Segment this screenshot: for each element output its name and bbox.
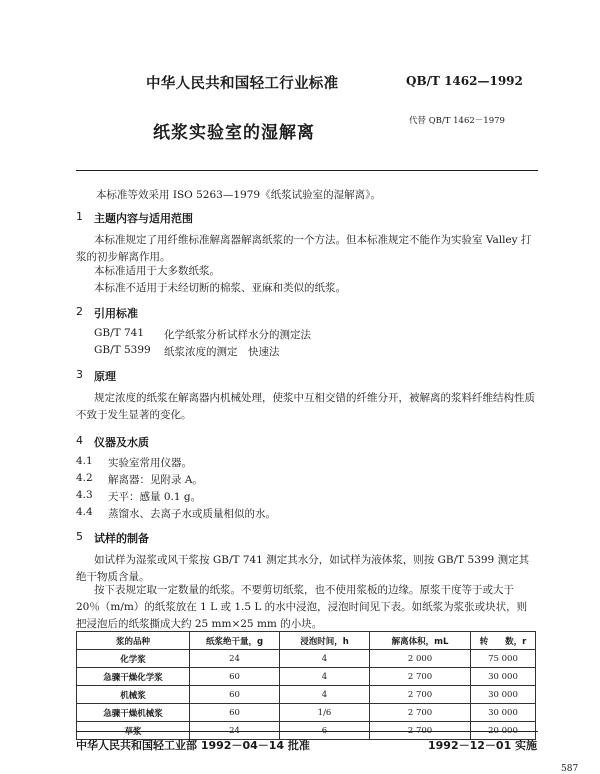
- implementation-date: 1992－12－01 实施: [428, 739, 538, 752]
- cell-pulp-type: 急骤干燥化学浆: [77, 668, 190, 686]
- cell-pulp-type: 化学浆: [77, 650, 190, 668]
- col-header-soak-time: 浸泡时间，h: [280, 632, 370, 650]
- cell-soak-time: 1/6: [280, 704, 370, 722]
- approval-line: 中华人民共和国轻工业部 1992－04－14 批准: [76, 739, 310, 752]
- section-3-para-1: 规定浓度的纸浆在解离器内机械处理，使浆中互相交错的纤维分开，被解离的浆料纤维结构性质不致于发生显著的变化。: [76, 392, 535, 421]
- item-4-4-number: 4.4: [76, 506, 93, 518]
- section-4-title: 仪器及水质: [94, 436, 149, 449]
- section-1-para-3: 本标准不适用于未经切断的棉浆、亚麻和类似的纸浆。: [94, 282, 346, 294]
- item-4-2-text: 解离器：见附录 A。: [108, 474, 203, 486]
- cell-volume: 2 700: [370, 704, 471, 722]
- item-4-1-text: 实验室常用仪器。: [108, 457, 192, 469]
- reference-1-text: 化学纸浆分析试样水分的测定法: [164, 329, 311, 341]
- col-header-pulp-type: 浆的品种: [77, 632, 190, 650]
- cell-dry-mass: 60: [190, 704, 280, 722]
- table-row: [77, 686, 536, 704]
- section-5-para-2: 按下表规定取一定数量的纸浆。不要剪切纸浆，也不使用浆板的边缘。原浆干度等于或大于 20％（m/m）的纸浆放在 1 L 或 1.5 L 的水中浸泡，浸泡时间见下表。如纸浆为浆张或块状，则把浸泡后的纸浆撕成大约 25 mm×25 mm 的小块。: [76, 584, 528, 630]
- cell-revolutions: 30 000: [471, 686, 536, 704]
- cell-soak-time: 4: [280, 650, 370, 668]
- section-1-title: 主题内容与适用范围: [94, 212, 193, 225]
- cell-pulp-type: 草浆: [77, 722, 190, 740]
- cell-soak-time: 6: [280, 722, 370, 740]
- item-4-4-text: 蒸馏水、去离子水或质量相似的水。: [108, 508, 276, 520]
- cell-volume: 2 000: [370, 650, 471, 668]
- cell-soak-time: 4: [280, 686, 370, 704]
- cell-soak-time: 4: [280, 668, 370, 686]
- cell-volume: 2 700: [370, 722, 471, 740]
- cell-dry-mass: 60: [190, 668, 280, 686]
- col-header-volume: 解离体积，mL: [370, 632, 471, 650]
- cell-volume: 2 700: [370, 686, 471, 704]
- table-row: [77, 704, 536, 722]
- standard-code: QB/T 1462—1992: [406, 74, 523, 88]
- cell-revolutions: 30 000: [471, 668, 536, 686]
- cell-revolutions: 20 000: [471, 722, 536, 740]
- section-2-number: 2: [76, 305, 83, 318]
- cell-revolutions: 30 000: [471, 704, 536, 722]
- footer-divider: [76, 731, 538, 732]
- table-row: [77, 650, 536, 668]
- section-3-number: 3: [76, 368, 83, 381]
- header-divider: [76, 170, 538, 171]
- cell-dry-mass: 60: [190, 686, 280, 704]
- reference-2-code: GB/T 5399: [94, 344, 151, 356]
- reference-2-text: 纸浆浓度的测定 快速法: [164, 346, 280, 358]
- section-1-para-2: 本标准适用于大多数纸浆。: [94, 265, 220, 277]
- col-header-revolutions: 转 数，r: [471, 632, 536, 650]
- table-row: [77, 668, 536, 686]
- cell-revolutions: 75 000: [471, 650, 536, 668]
- section-1-para-1: 本标准规定了用纤维标准解离器解离纸浆的一个方法。但本标准规定不能作为实验室 Valley 打浆的初步解离作用。: [76, 234, 532, 263]
- cell-volume: 2 700: [370, 668, 471, 686]
- page-number: 587: [561, 764, 579, 774]
- cell-dry-mass: 24: [190, 650, 280, 668]
- item-4-1-number: 4.1: [76, 455, 93, 467]
- section-5-title: 试样的制备: [94, 532, 149, 545]
- item-4-2-number: 4.2: [76, 472, 93, 484]
- section-3-title: 原理: [94, 370, 116, 383]
- item-4-3-number: 4.3: [76, 489, 93, 501]
- item-4-3-text: 天平：感量 0.1 g。: [108, 491, 202, 503]
- cell-dry-mass: 24: [190, 722, 280, 740]
- section-4-number: 4: [76, 434, 83, 447]
- replaces-note: 代替 QB/T 1462－1979: [409, 116, 505, 126]
- section-5-number: 5: [76, 530, 83, 543]
- intro-text: 本标准等效采用 ISO 5263—1979《纸浆试验室的湿解离》。: [96, 189, 381, 201]
- section-2-title: 引用标准: [94, 307, 138, 320]
- table-header-row: [77, 632, 536, 650]
- pulp-parameters-table: [76, 631, 536, 740]
- section-5-para-1: 如试样为湿浆或风干浆按 GB/T 741 测定其水分，如试样为液体浆，则按 GB/T 5399 测定其绝干物质含量。: [76, 554, 530, 583]
- reference-1-code: GB/T 741: [94, 327, 145, 339]
- cell-pulp-type: 急骤干燥机械浆: [77, 704, 190, 722]
- cell-pulp-type: 机械浆: [77, 686, 190, 704]
- col-header-dry-mass: 纸浆绝干量，g: [190, 632, 280, 650]
- standard-type: 中华人民共和国轻工行业标准: [146, 76, 339, 92]
- document-title: 纸浆实验室的湿解离: [153, 123, 315, 143]
- section-1-number: 1: [76, 210, 83, 223]
